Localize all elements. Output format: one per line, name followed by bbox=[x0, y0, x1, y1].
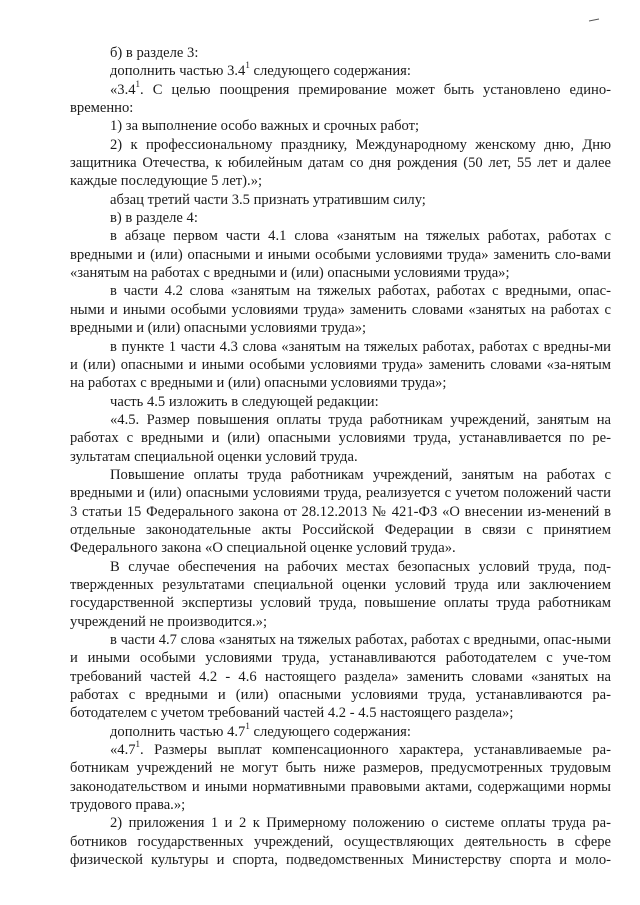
paragraph bbox=[70, 631, 611, 723]
paragraph-text: часть 4.5 изложить в следующей редакции: bbox=[110, 393, 379, 410]
paragraph-text: 2) к профессиональному празднику, Международному женскому дню, Дню защитника Отечества, к юбилейным датам со дня рождения (50 лет, 55 лет и далее каждые последующие 5 лет).»; bbox=[70, 136, 611, 190]
paragraph-text: 1) за выполнение особо важных и срочных работ; bbox=[110, 118, 420, 135]
paragraph-text: следующего содержания: bbox=[249, 723, 411, 740]
paragraph-text: В случае обеспечения на рабочих местах безопасных условий труда, под-твержденных результатами специальной оценки условий труда или заключением государственной экспертизы условий труда, повышение оплаты труда работникам учреждений не производится.»; bbox=[70, 558, 611, 630]
paragraph bbox=[70, 393, 611, 411]
paragraph-text: «4.7 bbox=[110, 742, 136, 759]
paragraph bbox=[70, 741, 611, 814]
paragraph-text: следующего содержания: bbox=[249, 63, 411, 80]
paragraph-text: дополнить частью 3.4 bbox=[110, 63, 246, 80]
superscript: 1 bbox=[135, 78, 141, 89]
paragraph-text: . С целью поощрения премирование может быть установлено едино-временно: bbox=[70, 81, 611, 117]
paragraph bbox=[70, 282, 611, 337]
document-body bbox=[70, 44, 611, 869]
paragraph bbox=[70, 136, 611, 191]
paragraph bbox=[70, 209, 611, 227]
superscript: 1 bbox=[245, 60, 250, 71]
paragraph-text: абзац третий части 3.5 признать утратившим силу; bbox=[110, 191, 426, 208]
paragraph bbox=[70, 558, 611, 631]
paragraph bbox=[70, 78, 611, 118]
paragraph-text: «4.5. Размер повышения оплаты труда работникам учреждений, занятым на работах с вредными и (или) опасными условиями труда, устанавливается по ре-зультатам специальной оценки условий труда. bbox=[70, 411, 611, 465]
paragraph-text: в части 4.7 слова «занятых на тяжелых работах, работах с вредными, опас-ными и иными особыми условиями труда, устанавливаются работодателем с уче-том требований частей 4.2 - 4.6 настоящего раздела» заменить словами «занятых на работах с вредными и (или) опасными условиями труда, устанавливаются ра-ботодателем с учетом требований частей 4.2 - 4.5 настоящего раздела»; bbox=[70, 632, 611, 722]
paragraph bbox=[70, 62, 611, 80]
paragraph-text: в) в разделе 4: bbox=[110, 210, 198, 227]
paragraph bbox=[70, 720, 611, 741]
paragraph-text: 2) приложения 1 и 2 к Примерному положению о системе оплаты труда ра-ботников государственных учреждений, осуществляющих деятельность в сфере физической культуры и спорта, подведомственных Министерству спорта и моло- bbox=[70, 815, 611, 869]
paragraph bbox=[70, 466, 611, 558]
paragraph-text: дополнить частью 4.7 bbox=[110, 723, 246, 740]
pen-mark-icon bbox=[588, 18, 600, 22]
superscript: 1 bbox=[245, 720, 250, 731]
paragraph-text: «3.4 bbox=[110, 81, 136, 98]
paragraph-text: в пункте 1 части 4.3 слова «занятым на тяжелых работах, работах с вредны-ми и (или) опасными и иными особыми условиями труда» заменить словами «за-нятым на работах с вредными и (или) опасными условиями труда»; bbox=[70, 338, 611, 392]
paragraph bbox=[70, 338, 611, 393]
paragraph-text: Повышение оплаты труда работникам учреждений, занятым на работах с вредными и (или) опасными условиями труда, реализуется с учетом положений части 3 статьи 15 Федерального закона от 28.12.2013 № 421-ФЗ «О внесении из-менений в отдельные законодательные акты Российской Федерации в связи с принятием Федерального закона «О специальной оценке условий труда». bbox=[70, 466, 611, 557]
paragraph bbox=[70, 44, 611, 62]
paragraph-text: б) в разделе 3: bbox=[110, 45, 199, 61]
paragraph-text: . Размеры выплат компенсационного характера, устанавливаемые ра-ботникам учреждений не могут быть ниже размеров, предусмотренных трудовым законодательством и иными нормативными правовыми актами, содержащими нормы трудового права.»; bbox=[70, 742, 611, 814]
paragraph bbox=[70, 117, 611, 135]
paragraph-text: в части 4.2 слова «занятым на тяжелых работах, работах с вредными, опас-ными и иными особыми условиями труда» заменить словами «занятых на работах с вредными и (или) опасными условиями труда»; bbox=[70, 283, 611, 337]
paragraph bbox=[70, 227, 611, 282]
superscript: 1 bbox=[135, 739, 141, 750]
paragraph bbox=[70, 814, 611, 869]
paragraph bbox=[70, 411, 611, 466]
paragraph-text: в абзаце первом части 4.1 слова «занятым на тяжелых работах, работах с вредными и (или) опасными и иными особыми условиями труда» заменить сло-вами «занятым на работах с вредными и (или) опасными условиями труда»; bbox=[70, 228, 611, 282]
paragraph bbox=[70, 191, 611, 209]
